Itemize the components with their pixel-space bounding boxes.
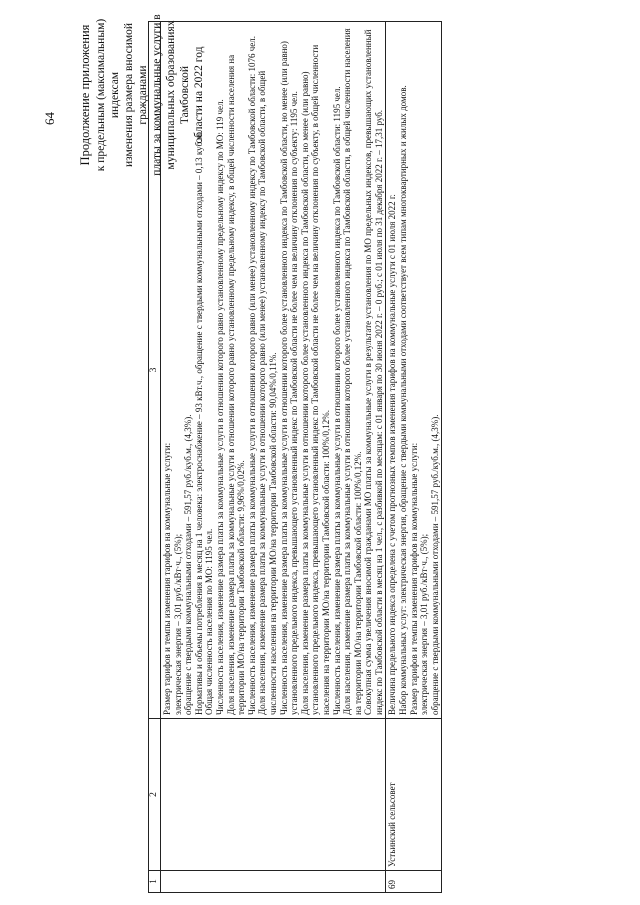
detail-line: Нормативы и объемы потребления в месяц на 1 человека: электроснабжение – 93 кВт.ч., обращение с твердыми коммунальными отходами – 0,13 куб.м. bbox=[193, 131, 204, 715]
detail-line: электрическая энергия – 3,01 руб./кВт·ч., (5%); bbox=[172, 533, 183, 715]
detail-line: обращение с твердыми коммунальными отходами – 591,57 руб./куб.м., (4,3%). bbox=[429, 414, 440, 715]
table-row bbox=[386, 22, 442, 893]
column-header: 2 bbox=[149, 719, 161, 871]
row-details bbox=[161, 22, 386, 719]
header-title: Продолжение приложения bbox=[78, 24, 92, 166]
table-row bbox=[161, 22, 386, 893]
detail-line: Численность населения, изменение размера платы за коммунальные услуги в отношении которого равно (или менее) установленному индексу по Тамбовской области: 1076 чел. bbox=[246, 36, 257, 715]
index-table bbox=[148, 21, 442, 893]
header-line: изменения размера вносимой гражданами bbox=[123, 22, 149, 168]
detail-line: обращение с твердыми коммунальными отходами – 591,57 руб./куб.м., (4,3%). bbox=[183, 414, 194, 715]
detail-line: Общая численность населения по МО: 1195 чел. bbox=[204, 528, 215, 715]
column-header: 3 bbox=[149, 22, 161, 719]
table-header-row bbox=[149, 22, 161, 893]
detail-line: электрическая энергия – 3,01 руб./кВт·ч., (5%); bbox=[419, 533, 430, 715]
detail-line: Величина предельного индекса определена с учетом прогнозных темпов изменения тарифов на коммунальные услуги с 01 июля 2022 г. bbox=[387, 194, 398, 715]
header-line: платы за коммунальные услуги в bbox=[151, 14, 163, 176]
municipality-name bbox=[161, 719, 386, 871]
page-number: 64 bbox=[42, 112, 57, 125]
detail-line: Набор коммунальных услуг: электрическая энергия, обращение с твердыми коммунальными отходами соответствует всем типам многоквартирных и жилых домов. bbox=[398, 85, 409, 715]
column-header: 1 bbox=[149, 871, 161, 893]
detail-line: Доля населения, изменение размера платы за коммунальные услуги в отношении которого более установленного индекса по Тамбовской области, в общей численности населения на территории МО/на территории Тамбовской области: 100%/0,12%. bbox=[342, 28, 363, 715]
detail-line: Численность населения, изменение размера платы за коммунальные услуги в отношении которого более установленного индекса по Тамбовской области: 1195 чел. bbox=[331, 86, 342, 715]
detail-line: Доля населения, изменение размера платы за коммунальные услуги в отношении которого равно (или менее) установленному индексу по Тамбовской области, в общей численности населения на территории МО/на территории Тамбовской области: 90,04%/0,11%. bbox=[257, 70, 278, 715]
detail-line: Размер тарифов и темпы изменения тарифов на коммунальные услуги: bbox=[408, 442, 419, 715]
header-line: к предельным (максимальным) индексам bbox=[95, 18, 121, 172]
row-details bbox=[386, 22, 442, 719]
row-number bbox=[161, 871, 386, 893]
header-line: области на 2022 год bbox=[193, 46, 205, 144]
detail-line: Численность населения, изменение размера платы за коммунальные услуги в отношении которого более установленного индекса по Тамбовской области, но менее (или равно) установленного предельного индекса, превышающего установленный индекс по Тамбовской области не более чем на величину отклонения по субъекту: 1195 чел. bbox=[278, 41, 300, 715]
detail-line: Совокупная сумма увеличения вносимой гражданами МО платы за коммунальные услуги в результате установления по МО предельных индексов, превышающих установленный индекс по Тамбовской области в месяц на 1 чел., с разбивкой по месяцам: с 01 января по 30 июня 2022 г. – 0 руб.; с 01 июля по 31 декабря 2022 г. – 17,31 руб. bbox=[363, 29, 384, 715]
municipality-name: Устьинский сельсовет bbox=[386, 719, 442, 871]
detail-line: Доля населения, изменение размера платы за коммунальные услуги в отношении которого более установленного индекса по Тамбовской области, но менее (или равно) установленного предельного индекса, превышающего установленный индекс по Тамбовской области не более чем на величину отклонения по субъекту, в общей численности населения на территории МО/на территории Тамбовской области: 100%/0,12%. bbox=[299, 44, 331, 715]
header-line: муниципальных образованиях Тамбовской bbox=[165, 20, 191, 170]
row-number: 69 bbox=[386, 871, 442, 893]
detail-line: Численность населения, изменение размера платы за коммунальные услуги в отношении которого равно установленному предельному индексу по МО: 119 чел. bbox=[214, 99, 225, 715]
detail-line: Доля населения, изменение размера платы за коммунальные услуги в отношении которого равно установленному предельному индексу, в общей численности населения на территории МО/на территории Тамбовской области: 9,96%/0,02%. bbox=[225, 54, 247, 715]
detail-line: Размер тарифов и темпы изменения тарифов на коммунальные услуги: bbox=[162, 442, 172, 715]
